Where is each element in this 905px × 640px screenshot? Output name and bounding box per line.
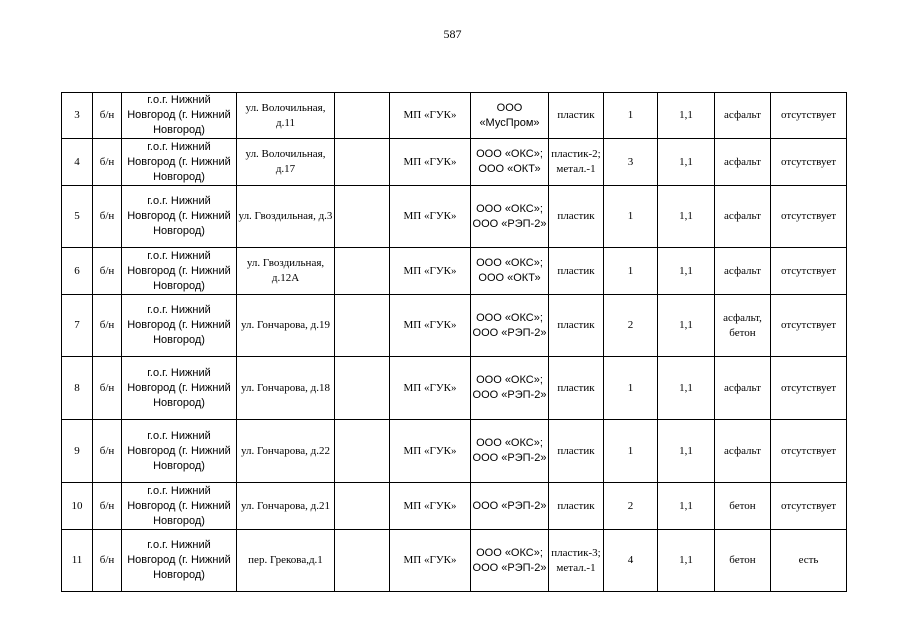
organization-cell: ООО «ОКС»; ООО «РЭП-2» bbox=[471, 530, 549, 592]
fence-cell: отсутствует bbox=[771, 93, 847, 139]
address-cell: ул. Волочильная, д.11 bbox=[237, 93, 335, 139]
container-volume-cell: 1,1 bbox=[658, 295, 715, 357]
municipality-cell: г.о.г. Нижний Новгород (г. Нижний Новгород) bbox=[122, 357, 237, 420]
address-cell: пер. Грекова,д.1 bbox=[237, 530, 335, 592]
container-material-cell: пластик bbox=[549, 420, 604, 483]
municipality-cell: г.о.г. Нижний Новгород (г. Нижний Новгород) bbox=[122, 530, 237, 592]
surface-cell: асфальт bbox=[715, 248, 771, 295]
surface-cell: бетон bbox=[715, 530, 771, 592]
container-volume-cell: 1,1 bbox=[658, 186, 715, 248]
municipality-cell: г.о.г. Нижний Новгород (г. Нижний Новгород) bbox=[122, 93, 237, 139]
container-count-cell: 1 bbox=[604, 248, 658, 295]
surface-cell: бетон bbox=[715, 483, 771, 530]
row-number: 8 bbox=[62, 357, 93, 420]
empty-cell bbox=[335, 530, 390, 592]
empty-cell bbox=[335, 483, 390, 530]
organization-cell: ООО «ОКС»; ООО «ОКТ» bbox=[471, 248, 549, 295]
owner-cell: МП «ГУК» bbox=[390, 483, 471, 530]
registry-number: б/н bbox=[93, 483, 122, 530]
container-material-cell: пластик bbox=[549, 93, 604, 139]
organization-cell: ООО «ОКС»; ООО «ОКТ» bbox=[471, 139, 549, 186]
container-material-cell: пластик bbox=[549, 248, 604, 295]
container-volume-cell: 1,1 bbox=[658, 139, 715, 186]
fence-cell: отсутствует bbox=[771, 420, 847, 483]
fence-cell: отсутствует bbox=[771, 248, 847, 295]
container-count-cell: 1 bbox=[604, 420, 658, 483]
fence-cell: есть bbox=[771, 530, 847, 592]
container-sites-table bbox=[61, 92, 847, 592]
registry-number: б/н bbox=[93, 93, 122, 139]
container-count-cell: 1 bbox=[604, 357, 658, 420]
table-row bbox=[62, 357, 847, 420]
surface-cell: асфальт bbox=[715, 93, 771, 139]
page-number: 587 bbox=[443, 27, 462, 41]
container-volume-cell: 1,1 bbox=[658, 483, 715, 530]
container-volume-cell: 1,1 bbox=[658, 357, 715, 420]
registry-number: б/н bbox=[93, 139, 122, 186]
municipality-cell: г.о.г. Нижний Новгород (г. Нижний Новгород) bbox=[122, 139, 237, 186]
owner-cell: МП «ГУК» bbox=[390, 420, 471, 483]
municipality-cell: г.о.г. Нижний Новгород (г. Нижний Новгород) bbox=[122, 248, 237, 295]
row-number: 7 bbox=[62, 295, 93, 357]
address-cell: ул. Гвоздильная, д.12А bbox=[237, 248, 335, 295]
row-number: 11 bbox=[62, 530, 93, 592]
municipality-cell: г.о.г. Нижний Новгород (г. Нижний Новгород) bbox=[122, 186, 237, 248]
fence-cell: отсутствует bbox=[771, 295, 847, 357]
owner-cell: МП «ГУК» bbox=[390, 295, 471, 357]
registry-number: б/н bbox=[93, 248, 122, 295]
table-row bbox=[62, 186, 847, 248]
owner-cell: МП «ГУК» bbox=[390, 186, 471, 248]
surface-cell: асфальт bbox=[715, 186, 771, 248]
empty-cell bbox=[335, 248, 390, 295]
owner-cell: МП «ГУК» bbox=[390, 139, 471, 186]
container-material-cell: пластик bbox=[549, 357, 604, 420]
surface-cell: асфальт, бетон bbox=[715, 295, 771, 357]
table-row bbox=[62, 93, 847, 139]
registry-number: б/н bbox=[93, 357, 122, 420]
container-material-cell: пластик-3; метал.-1 bbox=[549, 530, 604, 592]
municipality-cell: г.о.г. Нижний Новгород (г. Нижний Новгород) bbox=[122, 420, 237, 483]
container-volume-cell: 1,1 bbox=[658, 420, 715, 483]
organization-cell: ООО «РЭП-2» bbox=[471, 483, 549, 530]
container-material-cell: пластик bbox=[549, 295, 604, 357]
registry-number: б/н bbox=[93, 186, 122, 248]
empty-cell bbox=[335, 420, 390, 483]
registry-number: б/н bbox=[93, 530, 122, 592]
container-count-cell: 4 bbox=[604, 530, 658, 592]
fence-cell: отсутствует bbox=[771, 357, 847, 420]
organization-cell: ООО «ОКС»; ООО «РЭП-2» bbox=[471, 186, 549, 248]
table-row bbox=[62, 248, 847, 295]
empty-cell bbox=[335, 93, 390, 139]
organization-cell: ООО «ОКС»; ООО «РЭП-2» bbox=[471, 420, 549, 483]
row-number: 5 bbox=[62, 186, 93, 248]
address-cell: ул. Гончарова, д.18 bbox=[237, 357, 335, 420]
row-number: 9 bbox=[62, 420, 93, 483]
container-volume-cell: 1,1 bbox=[658, 530, 715, 592]
container-count-cell: 1 bbox=[604, 93, 658, 139]
fence-cell: отсутствует bbox=[771, 483, 847, 530]
address-cell: ул. Гончарова, д.19 bbox=[237, 295, 335, 357]
container-volume-cell: 1,1 bbox=[658, 93, 715, 139]
owner-cell: МП «ГУК» bbox=[390, 248, 471, 295]
organization-cell: ООО «ОКС»; ООО «РЭП-2» bbox=[471, 357, 549, 420]
row-number: 3 bbox=[62, 93, 93, 139]
address-cell: ул. Волочильная, д.17 bbox=[237, 139, 335, 186]
row-number: 6 bbox=[62, 248, 93, 295]
container-material-cell: пластик-2; метал.-1 bbox=[549, 139, 604, 186]
owner-cell: МП «ГУК» bbox=[390, 357, 471, 420]
container-material-cell: пластик bbox=[549, 483, 604, 530]
owner-cell: МП «ГУК» bbox=[390, 93, 471, 139]
table-row bbox=[62, 139, 847, 186]
container-count-cell: 1 bbox=[604, 186, 658, 248]
address-cell: ул. Гончарова, д.22 bbox=[237, 420, 335, 483]
registry-number: б/н bbox=[93, 295, 122, 357]
empty-cell bbox=[335, 186, 390, 248]
table-row bbox=[62, 420, 847, 483]
empty-cell bbox=[335, 295, 390, 357]
row-number: 10 bbox=[62, 483, 93, 530]
empty-cell bbox=[335, 357, 390, 420]
organization-cell: ООО «ОКС»; ООО «РЭП-2» bbox=[471, 295, 549, 357]
address-cell: ул. Гвоздильная, д.3 bbox=[237, 186, 335, 248]
surface-cell: асфальт bbox=[715, 420, 771, 483]
fence-cell: отсутствует bbox=[771, 139, 847, 186]
empty-cell bbox=[335, 139, 390, 186]
table-row bbox=[62, 530, 847, 592]
address-cell: ул. Гончарова, д.21 bbox=[237, 483, 335, 530]
fence-cell: отсутствует bbox=[771, 186, 847, 248]
container-count-cell: 2 bbox=[604, 483, 658, 530]
registry-number: б/н bbox=[93, 420, 122, 483]
container-material-cell: пластик bbox=[549, 186, 604, 248]
surface-cell: асфальт bbox=[715, 139, 771, 186]
municipality-cell: г.о.г. Нижний Новгород (г. Нижний Новгород) bbox=[122, 295, 237, 357]
container-count-cell: 2 bbox=[604, 295, 658, 357]
municipality-cell: г.о.г. Нижний Новгород (г. Нижний Новгород) bbox=[122, 483, 237, 530]
container-volume-cell: 1,1 bbox=[658, 248, 715, 295]
row-number: 4 bbox=[62, 139, 93, 186]
owner-cell: МП «ГУК» bbox=[390, 530, 471, 592]
table-row bbox=[62, 483, 847, 530]
organization-cell: ООО «МусПром» bbox=[471, 93, 549, 139]
table-body bbox=[62, 93, 847, 592]
table-row bbox=[62, 295, 847, 357]
surface-cell: асфальт bbox=[715, 357, 771, 420]
container-count-cell: 3 bbox=[604, 139, 658, 186]
